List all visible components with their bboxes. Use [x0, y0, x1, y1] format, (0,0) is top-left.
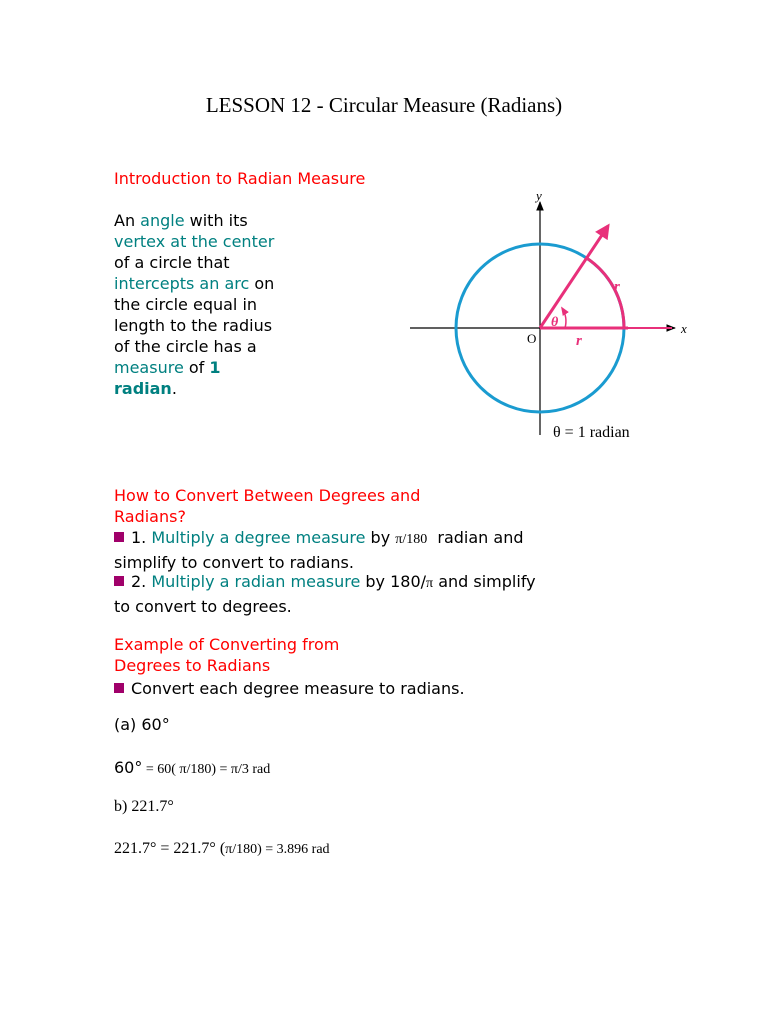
bullet-icon	[114, 532, 124, 542]
intro-text-with-its: with its	[184, 211, 248, 230]
step-2-tail: and simplify	[433, 572, 536, 591]
intro-term-angle: angle	[140, 211, 185, 230]
part-a-work-result: = 60( π/180) = π/3 rad	[142, 762, 271, 777]
part-b-work-degree: 221.7° = 221.7° (	[114, 840, 226, 857]
convert-step-2	[114, 570, 536, 618]
y-axis-label: y	[536, 188, 542, 203]
part-a-work-degree: 60°	[114, 758, 143, 777]
intro-term-measure: measure	[114, 358, 184, 377]
example-heading-line-2: Degrees to Radians	[114, 656, 271, 675]
example-instruction	[114, 678, 465, 699]
example-instruction-text: Convert each degree measure to radians.	[131, 679, 465, 698]
intro-text-period: .	[171, 379, 177, 398]
part-a-label: (a) 60°	[114, 715, 170, 734]
step-1-tail: radian and	[427, 528, 524, 547]
terminal-ray	[540, 226, 608, 328]
convert-heading	[114, 485, 420, 527]
convert-step-1	[114, 526, 524, 574]
intro-line-2: vertex at the center	[114, 232, 275, 251]
intro-line-3: of a circle that	[114, 253, 230, 272]
convert-heading-line-2: Radians?	[114, 507, 186, 526]
diagram-caption: θ = 1 radian	[553, 424, 630, 441]
intro-line-4	[114, 273, 314, 294]
intro-line-9	[114, 378, 314, 399]
step-2-term: Multiply a radian measure	[151, 572, 361, 591]
r-axis-label: r	[576, 333, 582, 349]
part-a-work	[114, 758, 270, 778]
intro-paragraph	[114, 210, 314, 399]
origin-label: O	[527, 331, 537, 346]
bullet-icon	[114, 683, 124, 693]
example-heading-line-1: Example of Converting from	[114, 635, 340, 654]
step-1-term: Multiply a degree measure	[151, 528, 366, 547]
convert-step-2-line-1	[114, 570, 536, 595]
bullet-icon	[114, 576, 124, 586]
intro-term-intercepts: intercepts an arc	[114, 274, 250, 293]
intro-line-6: length to the radius	[114, 316, 273, 335]
x-axis-label: x	[681, 321, 687, 336]
step-2-by: by 180/	[360, 572, 427, 591]
radian-diagram	[400, 180, 700, 445]
step-1-factor: π/180	[395, 532, 428, 547]
intro-line-7: of the circle has a	[114, 337, 257, 356]
intro-text-on: on	[249, 274, 275, 293]
convert-step-1-line-1	[114, 526, 524, 551]
part-b-work	[114, 840, 330, 858]
convert-heading-line-1: How to Convert Between Degrees and	[114, 486, 421, 505]
intro-heading: Introduction to Radian Measure	[114, 169, 366, 188]
intro-line-8	[114, 357, 314, 378]
convert-step-2-line-2: to convert to degrees.	[114, 597, 292, 616]
part-b-work-result: π/180) = 3.896 rad	[225, 842, 330, 857]
intro-text-of: of	[183, 358, 210, 377]
r-ray-label: r	[614, 279, 620, 295]
intro-line-5: the circle equal in	[114, 295, 258, 314]
step-2-number: 2.	[131, 572, 152, 591]
intro-term-one: 1	[209, 358, 221, 377]
step-1-by: by	[365, 528, 396, 547]
page-title: LESSON 12 - Circular Measure (Radians)	[205, 93, 563, 117]
example-heading	[114, 634, 339, 676]
part-b-label: b) 221.7°	[114, 798, 174, 815]
intro-line-1	[114, 210, 314, 231]
intro-text-an: An	[114, 211, 141, 230]
step-1-number: 1.	[131, 528, 152, 547]
step-2-pi: π	[426, 576, 434, 591]
intro-term-radian: radian	[114, 379, 172, 398]
convert-step-1-line-2: simplify to convert to radians.	[114, 553, 354, 572]
theta-arc	[562, 308, 566, 328]
theta-label: θ	[551, 315, 559, 330]
